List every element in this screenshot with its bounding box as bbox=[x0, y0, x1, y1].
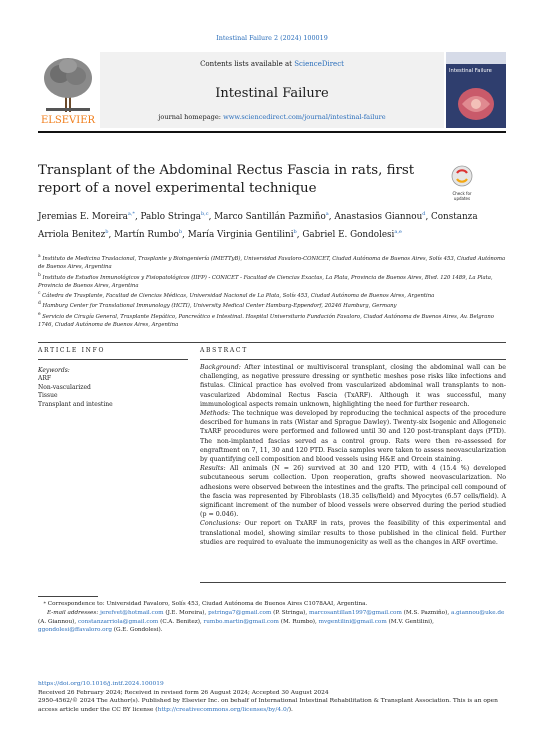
check-updates-icon bbox=[449, 165, 475, 187]
abstract-end-divider bbox=[200, 582, 506, 583]
affiliations bbox=[38, 253, 506, 329]
author-name[interactable]: Constanza Arriola Benitez bbox=[38, 211, 478, 240]
email-owner: (G.E. Gondolesi). bbox=[111, 627, 163, 634]
copyright-notice bbox=[38, 697, 506, 714]
author-affiliation-mark: b bbox=[105, 228, 109, 235]
author-name[interactable]: Jeremias E. Moreira bbox=[38, 211, 128, 222]
email-link[interactable]: pstringa7@gmail.com bbox=[208, 609, 272, 616]
contents-line bbox=[100, 60, 444, 68]
copyright-text: 2950-4562/© 2024 The Author(s). Published by Elsevier Inc. on behalf of International Intestinal Rehabilitation & Transplant Association. This is an open access article under the CC BY license ( bbox=[38, 698, 498, 713]
affiliation-text: Cátedra de Trasplante, Facultad de Ciencias Médicas, Universidad Nacional de La Plata, Solís 453, Ciudad Autónoma de Buenos Aires, Argentina bbox=[42, 292, 435, 299]
keyword-item: Non-vascularized bbox=[38, 383, 91, 391]
keyword-item: ARF bbox=[38, 375, 52, 382]
homepage-label: journal homepage: bbox=[158, 113, 224, 121]
email-link[interactable]: jerefvet@hotmail.com bbox=[100, 609, 164, 616]
author-name[interactable]: Marco Santillán Pazmiño bbox=[214, 211, 326, 222]
journal-reference-link[interactable]: Intestinal Failure 2 (2024) 100019 bbox=[216, 34, 328, 42]
email-link[interactable]: constanzarriola@gmail.com bbox=[77, 618, 159, 625]
email-label: E-mail addresses: bbox=[47, 609, 99, 616]
affiliation-item bbox=[38, 290, 506, 300]
email-owner: (M.V. Gentilini), bbox=[386, 618, 434, 625]
email-owner: (P. Stringa), bbox=[271, 609, 309, 616]
affiliation-text: Instituto de Estudios Inmunológicos y Fisiopatológicos (IIFP) - CONICET - Facultad de Ciencias Exactas, La Plata, Provincia de Buenos Aires, Blvd. 120 1489, La Plata, Provincia de Buenos Aires, Argentina bbox=[38, 274, 493, 289]
correspondence-text: Correspondence to: Universidad Favaloro, Solís 453, Ciudad Autónoma de Buenos Aires C1078AAI, Argentina. bbox=[47, 601, 368, 607]
abstract-section-label: Methods: bbox=[200, 410, 230, 418]
author-name[interactable]: María Virginia Gentilini bbox=[187, 229, 294, 240]
keyword-item: Tissue bbox=[38, 392, 58, 400]
abstract-section-text: The technique was developed by reproducing the technical aspects of the procedure described for humans in rats (Wistar and Sprague Dawley). Twenty-six Isogenic and Allogeneic TxARF procedures were performed and followed until 30 and 120 post-transplant days (PTD). The non-implanted fascias served as a control group. Rats were then re-assessed for engraftment on 7, 11, 30 and 120 PTD. Fascia samples were taken to assess neovascularization by quantifying cell composition and blood vessels using H&E and Orcein staining. bbox=[200, 410, 506, 464]
article-info-divider bbox=[38, 359, 188, 360]
check-updates-label: Check for updates bbox=[452, 191, 472, 201]
author-affiliation-mark: b bbox=[178, 228, 183, 235]
email-addresses bbox=[38, 609, 506, 635]
journal-name: Intestinal Failure bbox=[215, 86, 329, 101]
homepage-line bbox=[100, 113, 444, 121]
affiliation-mark: c bbox=[38, 291, 41, 297]
abstract-conclusions bbox=[200, 519, 506, 547]
author-affiliation-mark: d bbox=[422, 211, 426, 217]
abstract-section-label: Results: bbox=[200, 465, 226, 473]
author-name[interactable]: Gabriel E. Gondolesi bbox=[302, 229, 395, 240]
email-link[interactable]: marcosantillan1997@gmail.com bbox=[308, 609, 402, 616]
abstract-results bbox=[200, 464, 506, 519]
keywords-list bbox=[38, 375, 113, 409]
affiliation-mark: b bbox=[38, 272, 41, 278]
footnote-divider bbox=[38, 596, 98, 597]
email-owner: (A. Giannou), bbox=[38, 618, 78, 625]
article-title: Transplant of the Abdominal Rectus Fascia in rats, first report of a novel experimental technique bbox=[38, 163, 415, 196]
abstract-divider bbox=[200, 359, 506, 360]
abstract-heading: ABSTRACT bbox=[200, 347, 248, 354]
doi-link[interactable]: https://doi.org/10.1016/j.intf.2024.100019 bbox=[38, 681, 164, 687]
email-link[interactable]: ggondolesi@ffavaloro.org bbox=[38, 627, 112, 634]
author-affiliation-mark: a,e bbox=[394, 228, 402, 235]
author-name[interactable]: Martín Rumbo bbox=[114, 229, 179, 240]
author-name[interactable]: Anastasios Giannou bbox=[334, 211, 423, 222]
keywords-label: Keywords: bbox=[38, 367, 70, 374]
publisher-name: ELSEVIER bbox=[40, 115, 96, 126]
affiliation-mark: d bbox=[38, 301, 41, 307]
elsevier-logo bbox=[38, 52, 98, 128]
affiliation-text: Instituto de Medicina Traslacional, Trasplante y Bioingeniería (IMETTyB), Universidad Favaloro-CONICET, Ciudad Autónoma de Buenos Aires, Solís 453, Ciudad Autónoma de Buenos Aires, Argentina bbox=[38, 255, 506, 271]
abstract-body bbox=[200, 363, 506, 547]
affiliation-item bbox=[38, 272, 506, 291]
affiliation-item bbox=[38, 311, 506, 330]
homepage-link[interactable]: www.sciencedirect.com/journal/intestinal-failure bbox=[223, 113, 386, 121]
license-link[interactable]: http://creativecommons.org/licenses/by/4.0/ bbox=[157, 706, 289, 713]
email-owner: (M. Rumbo), bbox=[278, 618, 319, 625]
abstract-section-label: Background: bbox=[200, 364, 241, 371]
email-owner: (J.E. Moreira), bbox=[163, 609, 209, 616]
abstract-section-label: Conclusions: bbox=[200, 520, 241, 528]
affiliation-text: Servicio de Cirugía General, Trasplante Hepático, Pancreático e Intestinal. Hospital Universitario Fundación Favaloro, Ciudad Autónoma de Buenos Aires, Av. Belgrano 1746, Ciudad Autónoma de Buenos Aires, Argentina bbox=[38, 313, 494, 328]
sciencedirect-link[interactable]: ScienceDirect bbox=[294, 60, 344, 68]
affiliation-mark: e bbox=[38, 311, 41, 317]
abstract-methods bbox=[200, 409, 506, 464]
author-affiliation-mark: b,c bbox=[200, 211, 209, 217]
email-owner: (M.S. Pazmiño), bbox=[401, 609, 451, 616]
footnotes bbox=[38, 600, 506, 635]
author-name[interactable]: Pablo Stringa bbox=[140, 211, 201, 222]
abstract-section-text: Our report on TxARF in rats, proves the feasibility of this experimental and translational model, showing similar results to those published in the clinical field. Further studies are required to evaluate the immunogenicity as well as the changes in ARF overtime. bbox=[200, 520, 506, 546]
contents-text: Contents lists available at bbox=[200, 60, 295, 68]
author-affiliation-mark: b bbox=[293, 228, 297, 235]
correspondence-note: * Correspondence to: Universidad Favaloro, Solís 453, Ciudad Autónoma de Buenos Aires C1078AAI, Argentina. bbox=[43, 601, 368, 607]
email-link[interactable]: mvgentilini@gmail.com bbox=[318, 618, 387, 625]
article-info-heading: ARTICLE INFO bbox=[38, 347, 106, 354]
publication-info bbox=[38, 680, 506, 714]
abstract-section-text: All animals (N = 26) survived at 30 and 120 PTD, with 4 (15.4 %) developed subcutaneous serum collection. Upon reoperation, grafts showed neovascularization. No adhesions were observed between the intestines and the grafts. The principal cell compound of the fascia was represented by Fibroblasts (18.35 cells/field) and Myocytes (6.57 cells/field). A significant increment of the number of blood vessels were observed during the period studied (p = 0.046). bbox=[200, 465, 506, 519]
keyword-item: Transplant and intestine bbox=[38, 400, 113, 408]
author-affiliation-mark: a,* bbox=[127, 211, 135, 217]
header-divider bbox=[38, 131, 506, 133]
author-affiliation-mark: a bbox=[325, 211, 329, 217]
affiliation-text: Hamburg Center for Translational Immunology (HCTI), University Medical Center Hamburg-Eppendorf, 20246 Hamburg, Germany bbox=[42, 303, 397, 310]
abstract-section-text: After intestinal or multivisceral transplant, closing the abdominal wall can be challenging, as negative pressure dressing or synthetic meshes pose risks like infections and fistulas. Clinical practice has evolved from vascularized abdominal wall transplants to non-vascularized Abdominal Rectus Fascia (TxARF). Although it was successful, many immunological aspects remain unknown, highlighting the need for further research. bbox=[200, 364, 506, 408]
affiliation-item bbox=[38, 300, 506, 310]
abstract-background bbox=[200, 363, 506, 409]
cover-title: Intestinal Failure bbox=[449, 68, 492, 74]
author-list: Jeremias E. Moreira$^{a,*}$, Pablo Stringa$^{b,c}$, Marco Santillán Pazmiño$^a$, Anastasios Giannou$^d$, Constanza Arriola Benitez$^b$, Martín Rumbo$^b$, María Virginia Gentilini$^b$, Gabriel E. Gondolesi$^{a,e}$ bbox=[38, 211, 478, 240]
email-owner: (C.A. Benitez), bbox=[158, 618, 204, 625]
affiliation-mark: a bbox=[38, 254, 41, 259]
cover-illustration-icon bbox=[454, 84, 498, 124]
journal-cover bbox=[446, 52, 506, 128]
affiliation-item bbox=[38, 253, 506, 272]
section-divider bbox=[38, 342, 506, 343]
check-for-updates-badge[interactable] bbox=[449, 165, 475, 199]
article-dates: Received 26 February 2024; Received in revised form 26 August 2024; Accepted 30 August 2024 bbox=[38, 689, 329, 696]
email-link[interactable]: rumbo.martin@gmail.com bbox=[203, 618, 279, 625]
email-link[interactable]: a.giannou@uke.de bbox=[450, 609, 505, 616]
copyright-suffix: ). bbox=[288, 706, 293, 713]
